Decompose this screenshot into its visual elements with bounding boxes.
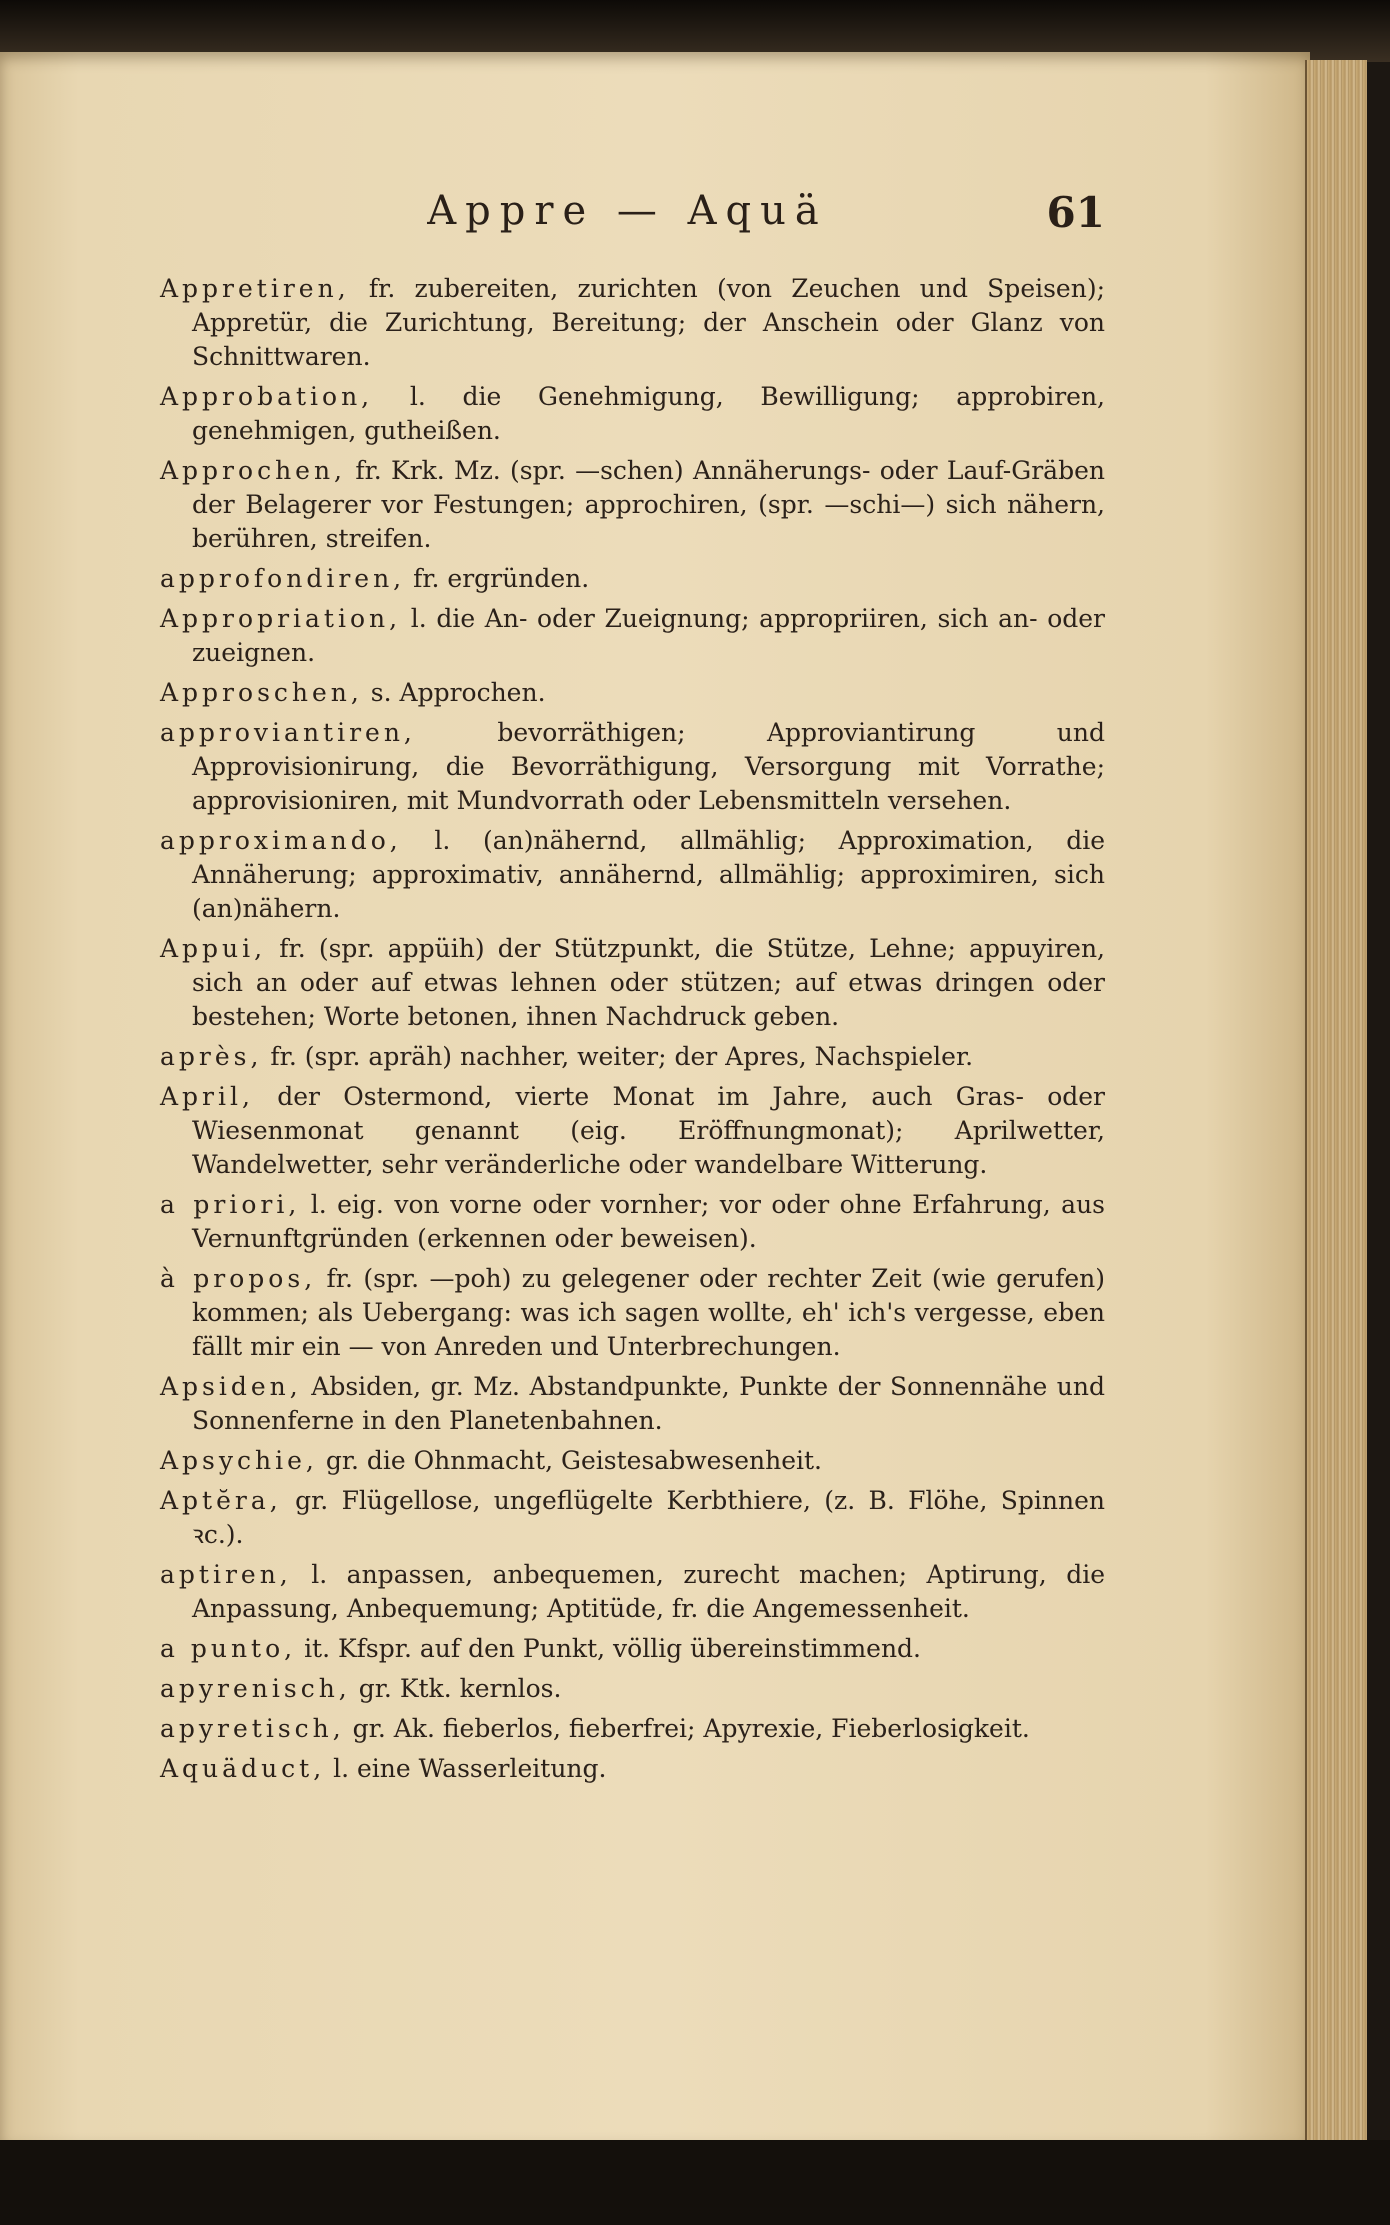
dictionary-entry: [160, 1188, 1105, 1256]
entry-definition: l. (an)nähernd, allmählig; Approximation, die Annäherung; approximativ, annähernd, allmählig; approximiren, sich (an)nähern.: [192, 826, 1105, 923]
entry-headword: approximando,: [160, 826, 402, 855]
dictionary-entry: [160, 676, 1105, 710]
dictionary-entry: [160, 1080, 1105, 1182]
entry-headword: a priori,: [160, 1190, 301, 1219]
entry-headword: à propos,: [160, 1264, 317, 1293]
entry-definition: l. eig. von vorne oder vornher; vor oder ohne Erfahrung, aus Vernunftgründen (erkennen oder beweisen).: [192, 1190, 1105, 1253]
entry-headword: Apsychie,: [160, 1446, 318, 1475]
entry-headword: Appretiren,: [160, 274, 350, 303]
entry-definition: it. Kfspr. auf den Punkt, völlig übereinstimmend.: [304, 1634, 922, 1663]
entry-definition: der Ostermond, vierte Monat im Jahre, auch Gras- oder Wiesenmonat genannt (eig. Eröffnungmonat); Aprilwetter, Wandelwetter, sehr veränderliche oder wandelbare Witterung.: [192, 1082, 1105, 1179]
dictionary-entry: [160, 1040, 1105, 1074]
entry-definition: bevorräthigen; Approviantirung und Approvisionirung, die Bevorräthigung, Versorgung mit Vorrathe; approvisioniren, mit Mundvorrath oder Lebensmitteln versehen.: [192, 718, 1106, 815]
entry-headword: approfondiren,: [160, 564, 406, 593]
entry-definition: Absiden, gr. Mz. Abstandpunkte, Punkte der Sonnennähe und Sonnenferne in den Planetenbahnen.: [192, 1372, 1105, 1435]
entry-headword: approviantiren,: [160, 718, 416, 747]
page-edges: [1305, 60, 1367, 2150]
running-head: Appre — Aquä: [427, 188, 828, 234]
entry-definition: fr. (spr. —poh) zu gelegener oder rechter Zeit (wie gerufen) kommen; als Uebergang: was ich sagen wollte, eh' ich's vergesse, eben fällt mir ein — von Anreden und Unterbrechungen.: [192, 1264, 1105, 1361]
entry-definition: gr. Ak. fieberlos, fieberfrei; Apyrexie, Fieberlosigkeit.: [352, 1714, 1030, 1743]
entry-headword: Aptĕra,: [160, 1486, 282, 1515]
dictionary-entries: [160, 272, 1105, 1792]
entry-definition: gr. Ktk. kernlos.: [358, 1674, 562, 1703]
entry-definition: l. anpassen, anbequemen, zurecht machen; Aptirung, die Anpassung, Anbequemung; Aptitüde, fr. die Angemessenheit.: [192, 1560, 1105, 1623]
dictionary-entry: [160, 454, 1105, 556]
dictionary-entry: [160, 1444, 1105, 1478]
entry-definition: gr. die Ohnmacht, Geistesabwesenheit.: [325, 1446, 822, 1475]
entry-headword: apyrenisch,: [160, 1674, 351, 1703]
entry-definition: fr. ergründen.: [413, 564, 590, 593]
dictionary-entry: [160, 1672, 1105, 1706]
dictionary-entry: [160, 716, 1105, 818]
entry-headword: Apsiden,: [160, 1372, 302, 1401]
dictionary-entry: [160, 380, 1105, 448]
dictionary-entry: [160, 1632, 1105, 1666]
entry-headword: Aquäduct,: [160, 1754, 326, 1783]
entry-headword: a punto,: [160, 1634, 297, 1663]
entry-headword: April,: [160, 1082, 254, 1111]
page-header: [150, 180, 1105, 250]
scan-background: [0, 2140, 1390, 2225]
dictionary-entry: [160, 562, 1105, 596]
dictionary-entry: [160, 1712, 1105, 1746]
entry-headword: Approbation,: [160, 382, 374, 411]
entry-definition: s. Approchen.: [370, 678, 546, 707]
entry-headword: apyretisch,: [160, 1714, 345, 1743]
dictionary-entry: [160, 1370, 1105, 1438]
dictionary-entry: [160, 272, 1105, 374]
entry-headword: Approschen,: [160, 678, 363, 707]
entry-definition: fr. Krk. Mz. (spr. —schen) Annäherungs- oder Lauf-Gräben der Belagerer vor Festungen; approchiren, (spr. —schi—) sich nähern, berühren, streifen.: [192, 456, 1105, 553]
entry-headword: Approchen,: [160, 456, 347, 485]
dictionary-entry: [160, 1262, 1105, 1364]
dictionary-entry: [160, 1752, 1105, 1786]
entry-definition: l. die Genehmigung, Bewilligung; approbiren, genehmigen, gutheißen.: [192, 382, 1106, 445]
entry-definition: gr. Flügellose, ungeflügelte Kerbthiere, (z. B. Flöhe, Spinnen ꝛc.).: [192, 1486, 1105, 1549]
entry-definition: l. eine Wasserleitung.: [333, 1754, 607, 1783]
page-number: 61: [1046, 188, 1105, 237]
entry-definition: l. die An- oder Zueignung; appropriiren, sich an- oder zueignen.: [192, 604, 1105, 667]
entry-headword: Appropriation,: [160, 604, 402, 633]
entry-headword: après,: [160, 1042, 263, 1071]
entry-definition: fr. (spr. appüih) der Stützpunkt, die Stütze, Lehne; appuyiren, sich an oder auf etwas lehnen oder stützen; auf etwas dringen oder bestehen; Worte betonen, ihnen Nachdruck geben.: [192, 934, 1105, 1031]
dictionary-entry: [160, 824, 1105, 926]
dictionary-entry: [160, 932, 1105, 1034]
entry-definition: fr. (spr. apräh) nachher, weiter; der Apres, Nachspieler.: [270, 1042, 974, 1071]
entry-headword: aptiren,: [160, 1560, 292, 1589]
entry-headword: Appui,: [160, 934, 267, 963]
dictionary-entry: [160, 1558, 1105, 1626]
dictionary-entry: [160, 602, 1105, 670]
dictionary-entry: [160, 1484, 1105, 1552]
entry-definition: fr. zubereiten, zurichten (von Zeuchen und Speisen); Appretür, die Zurichtung, Bereitung; der Anschein oder Glanz von Schnittwaren.: [192, 274, 1106, 371]
